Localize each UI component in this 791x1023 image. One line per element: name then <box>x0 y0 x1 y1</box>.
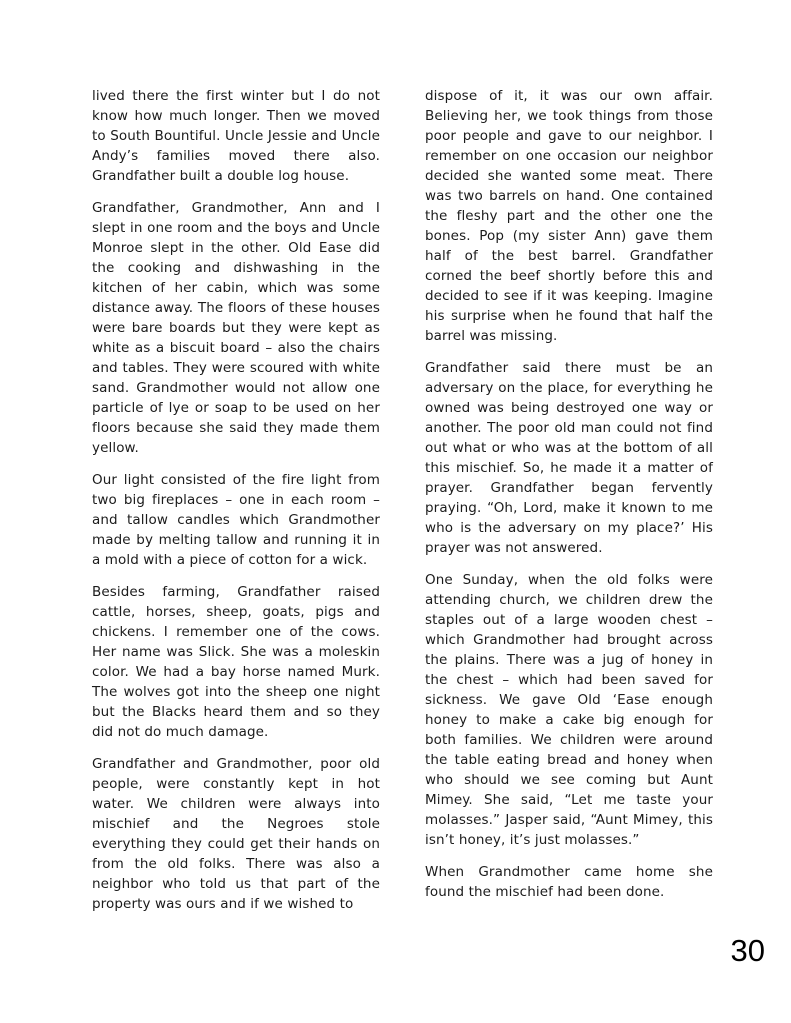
paragraph: Our light consisted of the fire light from two big fireplaces – one in each room – and tallow candles which Grandmother made by melting tallow and running it in a mold with a piece of cotton for a wick. <box>92 472 380 568</box>
right-column <box>425 86 713 926</box>
paragraph: dispose of it, it was our own affair. Believing her, we took things from those poor people and gave to our neighbor. I remember on one occasion our neighbor decided she wanted some meat. There was two barrels on hand. One contained the fleshy part and the other one the bones. Pop (my sister Ann) gave them half of the best barrel. Grandfather corned the beef shortly before this and decided to see if it was keeping. Imagine his surprise when he found that half the barrel was missing. <box>425 88 713 344</box>
paragraph: Grandfather, Grandmother, Ann and I slept in one room and the boys and Uncle Monroe slept in the other. Old Ease did the cooking and dishwashing in the kitchen of her cabin, which was some distance away. The floors of these houses were bare boards but they were kept as white as a biscuit board – also the chairs and tables. They were scoured with white sand. Grandmother would not allow one particle of lye or soap to be used on her floors because she said they made them yellow. <box>92 200 380 456</box>
two-column-text <box>92 86 713 926</box>
paragraph: Grandfather and Grandmother, poor old people, were constantly kept in hot water. We children were always into mischief and the Negroes stole everything they could get their hands on from the old folks. There was also a neighbor who told us that part of the property was ours and if we wished to <box>92 756 380 912</box>
paragraph: lived there the first winter but I do not know how much longer. Then we moved to South Bountiful. Uncle Jessie and Uncle Andy’s families moved there also. Grandfather built a double log house. <box>92 88 380 184</box>
paragraph: One Sunday, when the old folks were attending church, we children drew the staples out of a large wooden chest – which Grandmother had brought across the plains. There was a jug of honey in the chest – which had been saved for sickness. We gave Old ‘Ease enough honey to make a cake big enough for both families. We children were around the table eating bread and honey when who should we see coming but Aunt Mimey. She said, “Let me taste your molasses.” Jasper said, “Aunt Mimey, this isn’t honey, it’s just molasses.” <box>425 572 713 848</box>
left-column <box>92 86 380 926</box>
paragraph: Besides farming, Grandfather raised cattle, horses, sheep, goats, pigs and chickens. I remember one of the cows. Her name was Slick. She was a moleskin color. We had a bay horse named Murk. The wolves got into the sheep one night but the Blacks heard them and so they did not do much damage. <box>92 584 380 740</box>
paragraph: When Grandmother came home she found the mischief had been done. <box>425 864 713 900</box>
page-number: 30 <box>730 933 765 968</box>
paragraph: Grandfather said there must be an adversary on the place, for everything he owned was being destroyed one way or another. The poor old man could not find out what or who was at the bottom of all this mischief. So, he made it a matter of prayer. Grandfather began fervently praying. “Oh, Lord, make it known to me who is the adversary on my place?’ His prayer was not answered. <box>425 360 713 556</box>
